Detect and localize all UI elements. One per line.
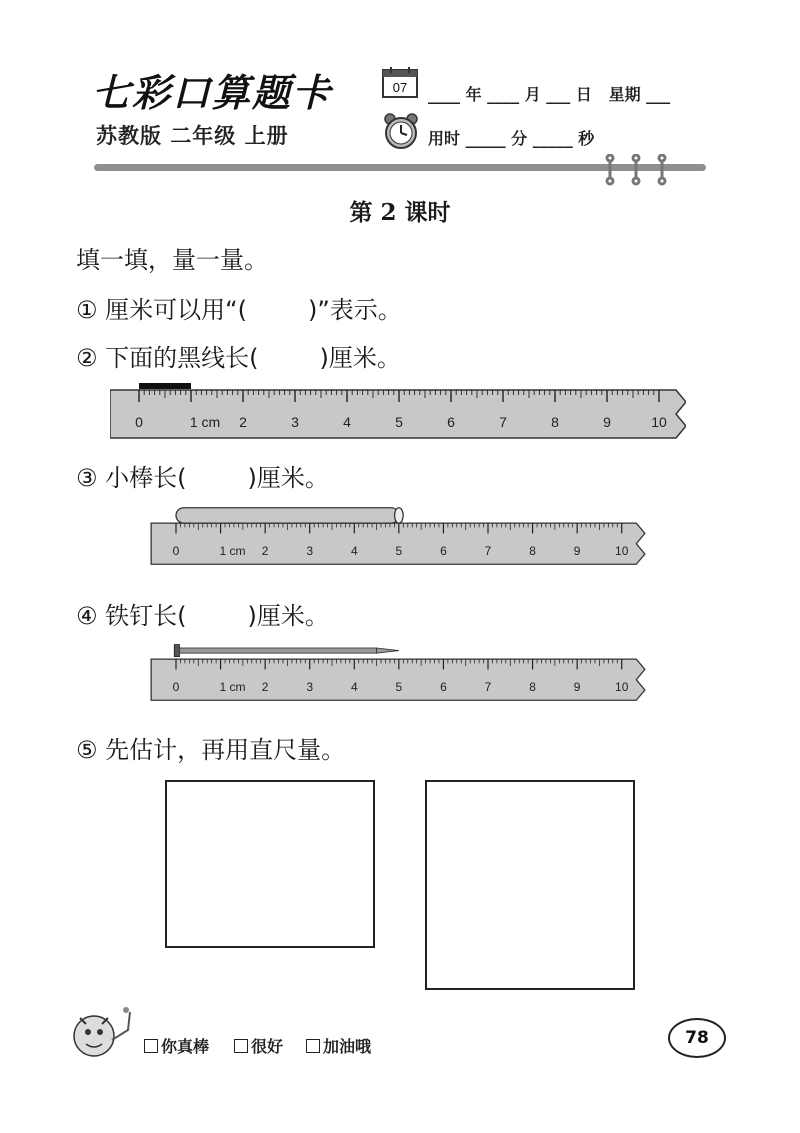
ruler-tick-label: 9: [573, 543, 581, 558]
ruler-tick-label: 6: [440, 679, 447, 694]
ruler-tick-label: 0: [172, 543, 180, 558]
alarm-clock-icon: [382, 112, 420, 150]
ruler-tick-label: 2: [261, 543, 269, 558]
question-3: ③ 小棒长( )厘米。: [76, 464, 329, 492]
question-2: ② 下面的黑线长( )厘米。: [76, 344, 401, 372]
lesson-title: 第 2 课时: [349, 199, 451, 226]
rating-label: 很好: [251, 1037, 284, 1056]
ruler-tick-label: 9: [573, 679, 581, 694]
stick: [176, 508, 403, 523]
ruler-tick-label: 1 cm: [219, 679, 246, 694]
ruler-1: [110, 380, 686, 440]
ruler-tick-label: 1 cm: [219, 543, 246, 558]
rating-checkbox[interactable]: [306, 1039, 320, 1053]
ruler-tick-label: 7: [499, 414, 507, 430]
ruler-tick-label: 2: [239, 414, 247, 430]
ruler-tick-label: 4: [350, 679, 358, 694]
ruler-tick-label: 3: [306, 679, 314, 694]
rating-checkbox[interactable]: [144, 1039, 158, 1053]
ruler-tick-label: 7: [484, 679, 492, 694]
ruler-tick-label: 10: [615, 543, 629, 558]
rating-option-3[interactable]: [306, 1034, 371, 1057]
ruler-tick-label: 10: [615, 679, 629, 694]
ruler-tick-label: 5: [395, 414, 403, 430]
ruler-2: [110, 506, 686, 566]
black-line: [139, 383, 191, 389]
ruler-tick-label: 8: [551, 414, 559, 430]
ruler-tick-label: 0: [135, 414, 143, 430]
mascot-icon: [68, 1000, 138, 1068]
rating-label: 你真棒: [161, 1037, 210, 1056]
ruler-tick-label: 6: [440, 543, 447, 558]
rectangle-shape-1: [165, 780, 375, 948]
edition-label: 苏教版 二年级 上册: [96, 124, 289, 148]
ruler-3: [110, 642, 686, 702]
rating-option-1[interactable]: [144, 1034, 209, 1057]
rating-label: 加油哦: [323, 1037, 372, 1056]
question-4: ④ 铁钉长( )厘米。: [76, 602, 329, 630]
ruler-tick-label: 6: [447, 414, 455, 430]
time-fill-line[interactable]: 用时 _____ 分 _____ 秒: [428, 129, 595, 148]
ruler-tick-label: 8: [529, 679, 536, 694]
ruler-tick-label: 8: [529, 543, 536, 558]
question-5: ⑤ 先估计，再用直尺量。: [76, 736, 346, 764]
ruler-tick-label: 3: [291, 414, 299, 430]
ruler-tick-label: 1 cm: [189, 414, 221, 430]
ruler-tick-label: 9: [603, 414, 611, 430]
nail: [174, 645, 399, 657]
date-fill-line[interactable]: ____ 年 ____ 月 ___ 日 星期 ___: [428, 85, 671, 104]
ruler-tick-label: 4: [343, 414, 351, 430]
ruler-tick-label: 10: [651, 414, 667, 430]
rating-checkbox[interactable]: [234, 1039, 248, 1053]
calendar-icon: [382, 66, 418, 98]
ruler-tick-label: 0: [172, 679, 180, 694]
brand-title: 七彩口算题卡: [92, 70, 333, 115]
ruler-tick-label: 4: [350, 543, 358, 558]
ruler-tick-label: 2: [261, 679, 269, 694]
ruler-tick-label: 7: [484, 543, 492, 558]
ruler-tick-label: 5: [395, 679, 403, 694]
binder-rings-icon: [598, 154, 678, 186]
question-1: ① 厘米可以用“( )”表示。: [76, 296, 402, 324]
ruler-tick-label: 5: [395, 543, 403, 558]
rating-option-2[interactable]: [234, 1034, 283, 1057]
ruler-tick-label: 3: [306, 543, 314, 558]
instruction: 填一填，量一量。: [76, 246, 268, 274]
square-shape-2: [425, 780, 635, 990]
calendar-day: 07: [392, 80, 408, 95]
page-number: 78: [668, 1018, 726, 1058]
